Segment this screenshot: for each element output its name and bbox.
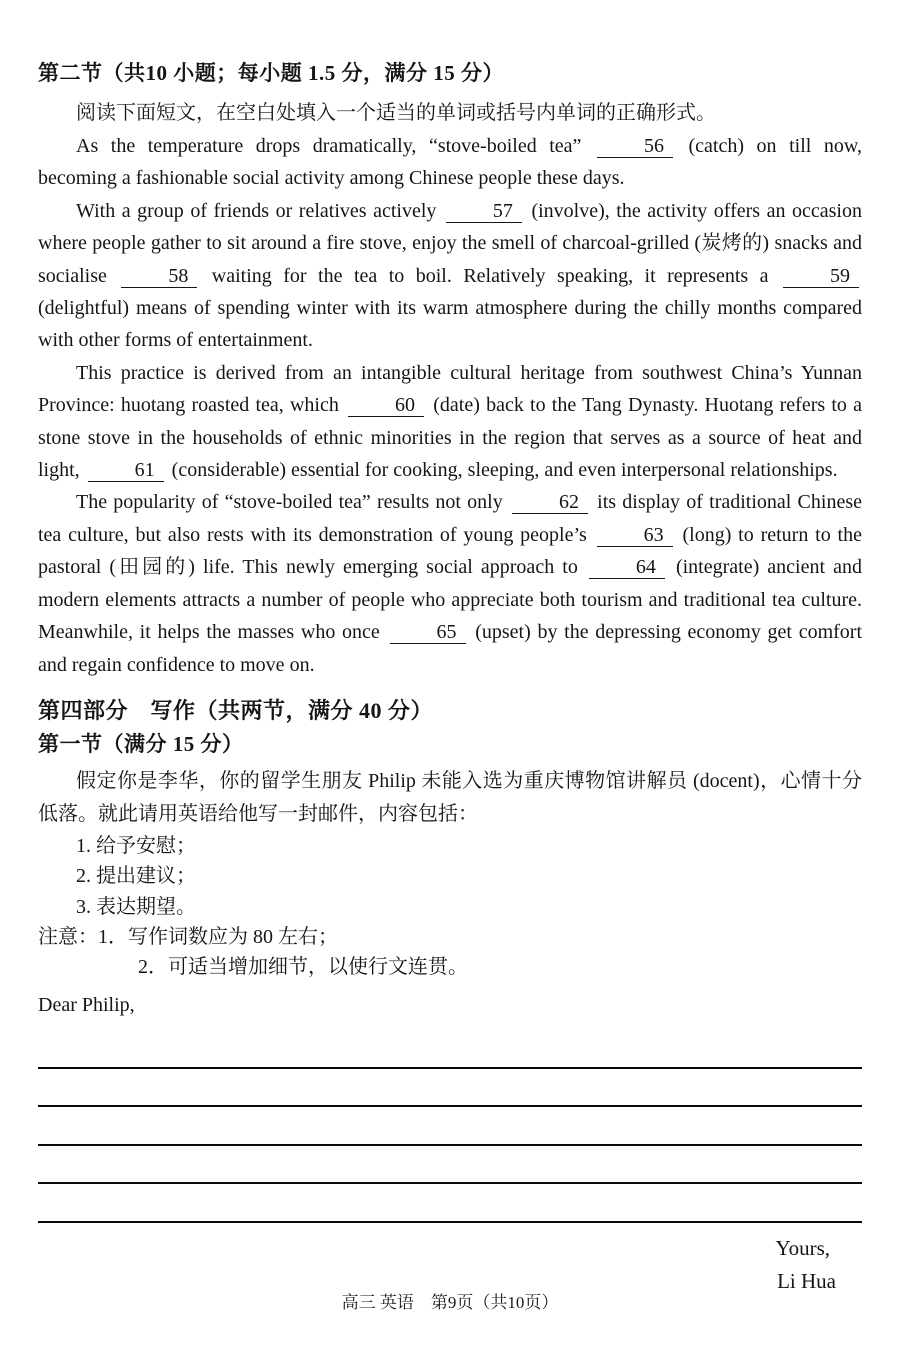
writing-point-1: 1. 给予安慰；	[76, 834, 196, 857]
answer-lines	[38, 1030, 862, 1223]
blank-60: 60	[348, 394, 424, 417]
section4-subheading: 第一节（满分 15 分）	[38, 731, 244, 756]
blank-59: 59	[783, 265, 859, 288]
answer-line-2	[38, 1069, 862, 1108]
writing-note-1: 注意：1．写作词数应为 80 左右；	[38, 926, 338, 949]
cloze-paragraph-3: This practice is derived from an intangible cultural heritage from southwest China’s Yunnan Province: huotang roasted tea, which 60 (date) back to the Tang Dynasty. Huotang refers to a stone stove in the households of ethnic minorities in the region that serves as a source of heat and light, 61 (considerable) essential for cooking, sleeping, and even interpersonal relationships.	[38, 361, 862, 482]
cloze-paragraph-1: As the temperature drops dramatically, “stove-boiled tea” 56 (catch) on till now, becoming a fashionable social activity among Chinese people these days.	[38, 135, 863, 190]
answer-line-5	[38, 1184, 862, 1223]
blank-62: 62	[512, 491, 588, 514]
answer-line-3	[38, 1107, 862, 1146]
page-footer: 高三 英语 第9页（共10页）	[341, 1293, 559, 1312]
letter-signature: Li Hua	[777, 1268, 836, 1293]
section2-heading: 第二节（共10 小题；每小题 1.5 分，满分 15 分）	[38, 61, 504, 85]
cloze-paragraph-2: With a group of friends or relatives actively 57 (involve), the activity offers an occasion where people gather to sit around a fire stove, enjoy the smell of charcoal-grilled (炭烤的) snacks and socialise 58 waiting for the tea to boil. Relatively speaking, it represents a 59 (delightful) means of spending winter with its warm atmosphere during the chilly months compared with other forms of entertainment.	[38, 199, 862, 352]
letter-closing: Yours,	[775, 1235, 830, 1260]
answer-line-4	[38, 1146, 862, 1185]
cloze-paragraph-4: The popularity of “stove-boiled tea” results not only 62 its display of traditional Chinese tea culture, but also rests with its demonstration of young people’s 63 (long) to return to the pastoral (田园的) life. This newly emerging social approach to 64 (integrate) ancient and modern elements attracts a number of people who appreciate both tourism and traditional tea culture. Meanwhile, it helps the masses who once 65 (upset) by the depressing economy get comfort and regain confidence to move on.	[38, 491, 862, 676]
blank-64: 64	[589, 556, 665, 579]
writing-prompt: 假定你是李华，你的留学生朋友 Philip 未能入选为重庆博物馆讲解员 (docent)，心情十分低落。就此请用英语给他写一封邮件，内容包括：	[38, 769, 862, 825]
section4-heading: 第四部分 写作（共两节，满分 40 分）	[38, 697, 434, 723]
blank-57: 57	[446, 200, 522, 223]
letter-salutation: Dear Philip,	[38, 994, 135, 1017]
writing-point-2: 2. 提出建议；	[76, 865, 196, 888]
blank-56: 56	[597, 135, 673, 158]
blank-63: 63	[597, 524, 673, 547]
blank-61: 61	[88, 459, 164, 482]
answer-line-1	[38, 1030, 862, 1069]
blank-58: 58	[121, 265, 197, 288]
writing-note-2: 2．可适当增加细节，以使行文连贯。	[138, 956, 468, 979]
section2-instructions: 阅读下面短文，在空白处填入一个适当的单词或括号内单词的正确形式。	[76, 102, 716, 124]
writing-point-3: 3. 表达期望。	[76, 895, 196, 918]
blank-65: 65	[390, 621, 466, 644]
